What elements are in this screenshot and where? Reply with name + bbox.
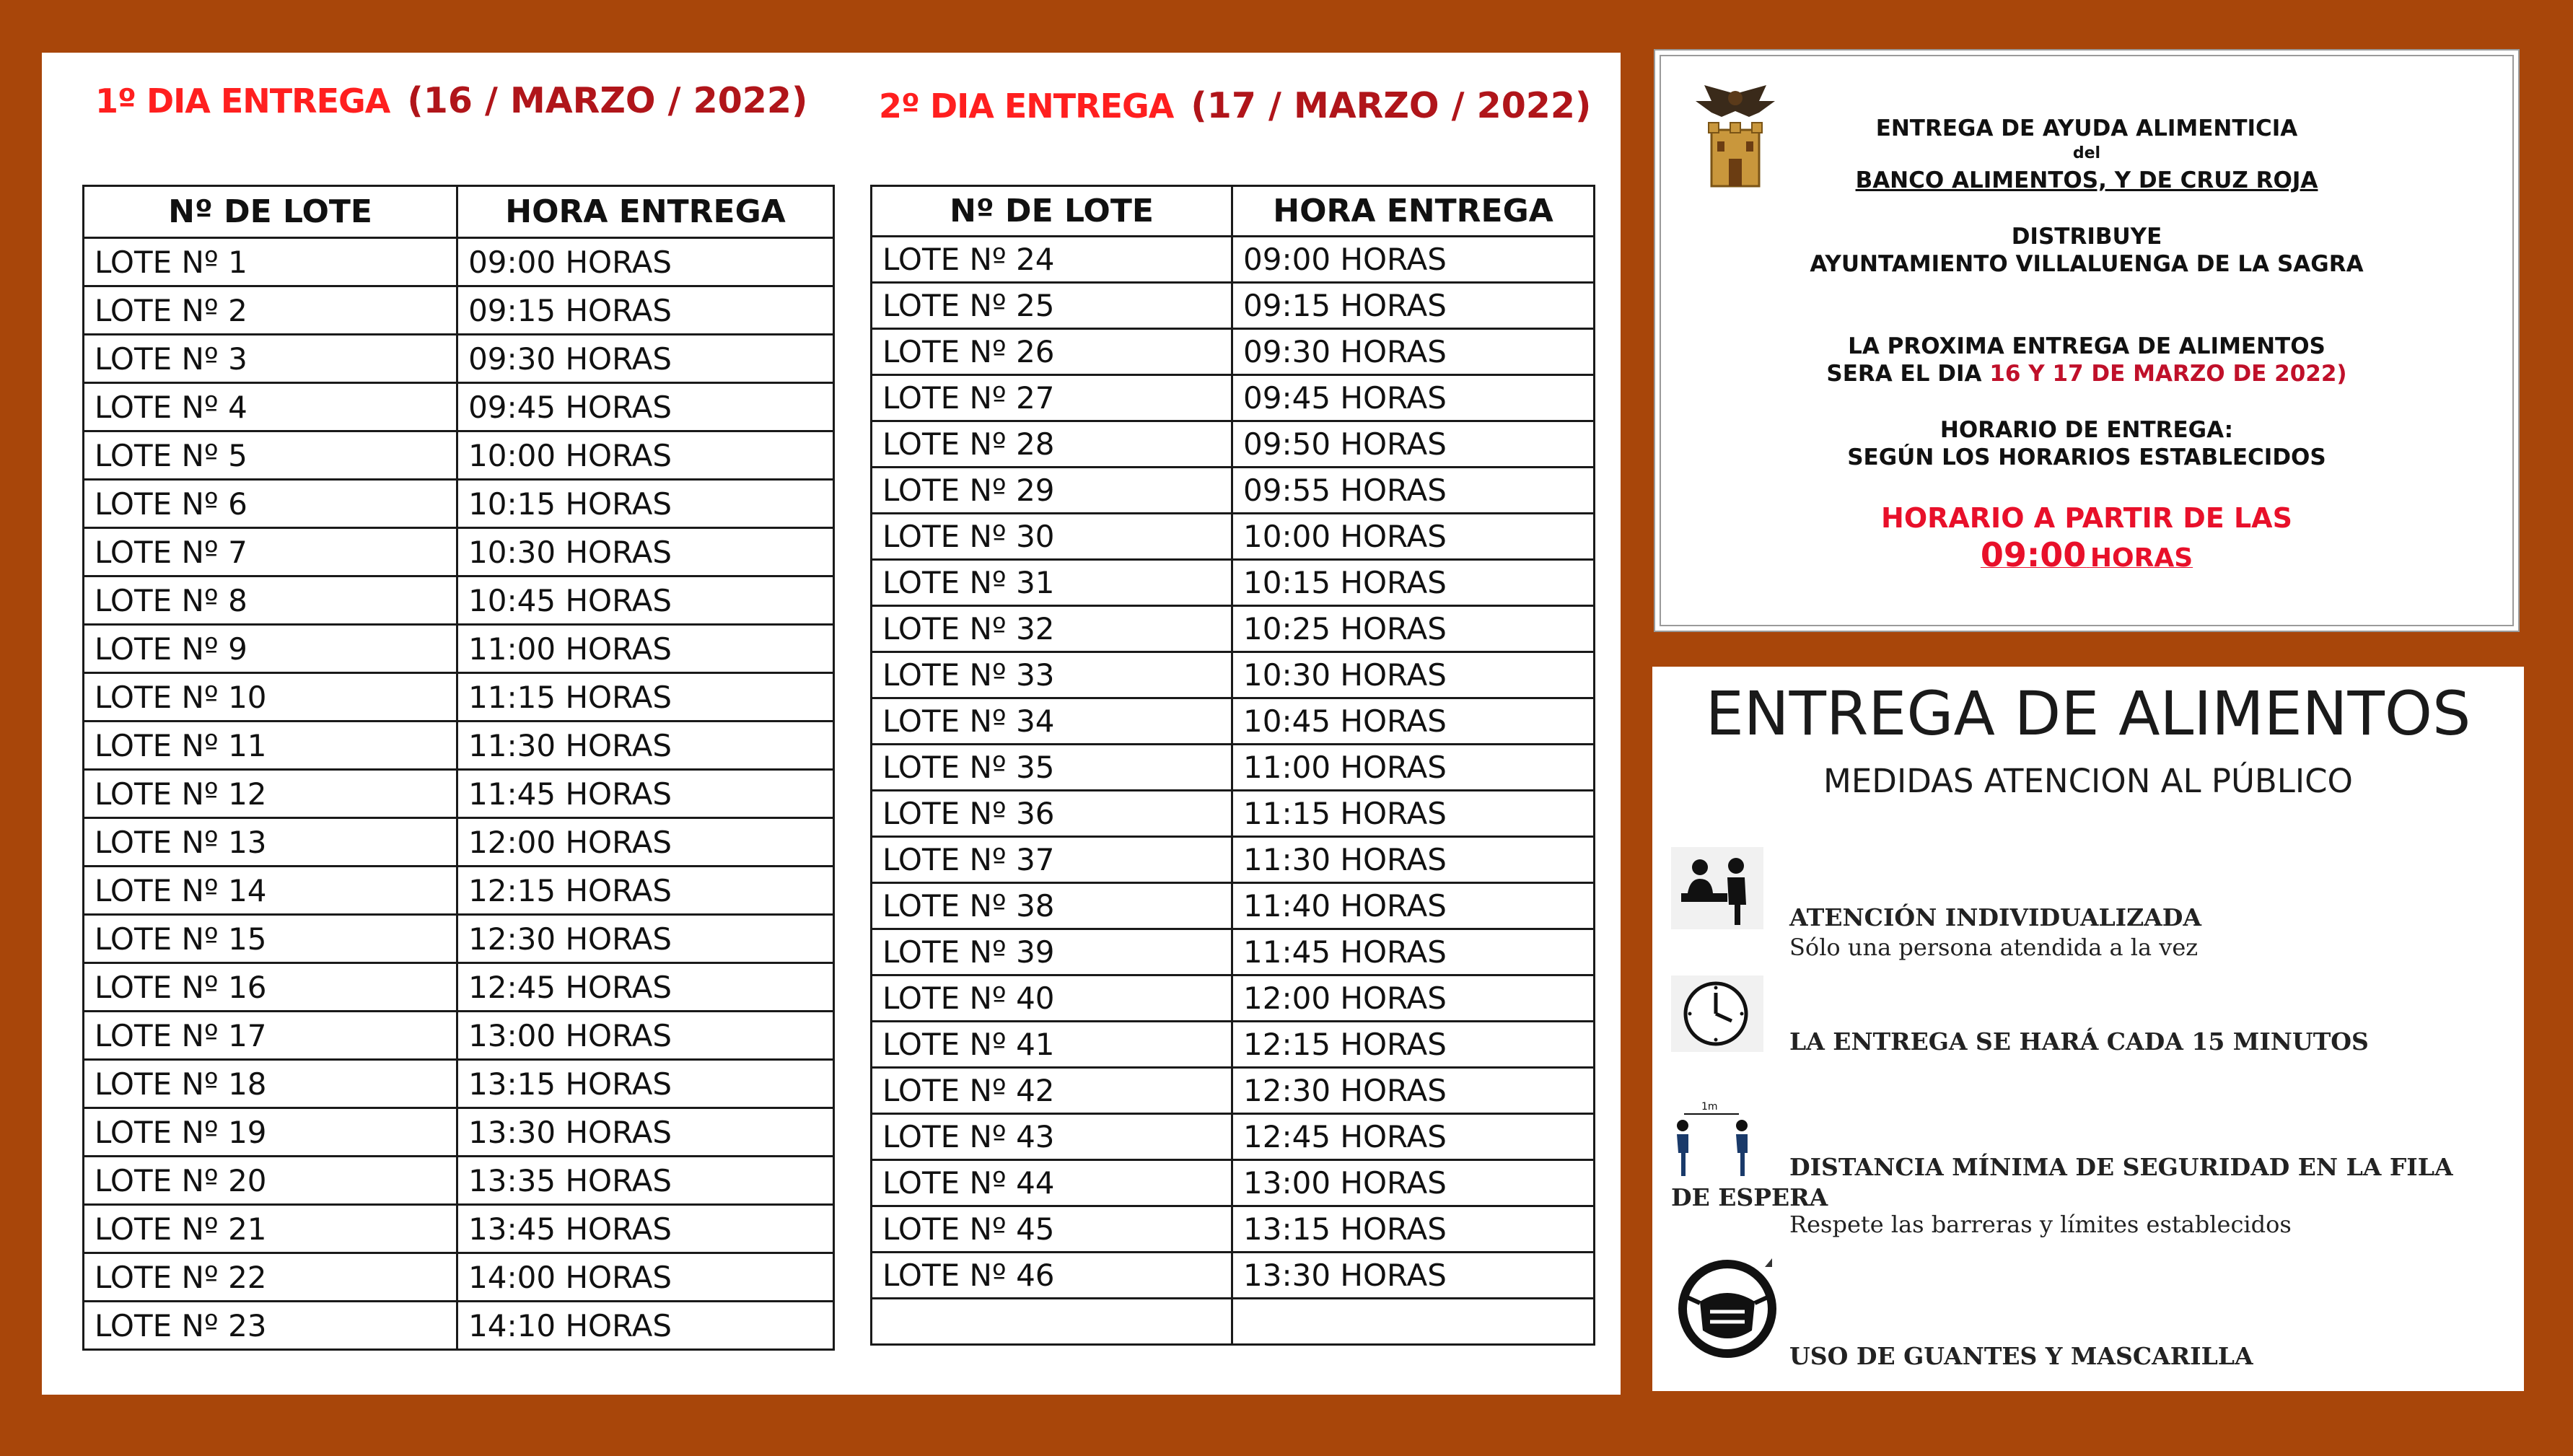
table-row [84, 431, 834, 480]
lote-cell: LOTE Nº 18 [84, 1060, 457, 1108]
lote-cell: LOTE Nº 42 [872, 1068, 1232, 1114]
hora-cell: 09:00 HORAS [1232, 237, 1595, 283]
hora-cell: 09:55 HORAS [1232, 468, 1595, 514]
table-row [84, 528, 834, 576]
table-row [84, 770, 834, 818]
lote-cell: LOTE Nº 32 [872, 606, 1232, 652]
lote-cell: LOTE Nº 14 [84, 867, 457, 915]
hora-cell: 13:15 HORAS [457, 1060, 834, 1108]
lote-cell: LOTE Nº 9 [84, 625, 457, 673]
day2-label: 2º DIA ENTREGA [879, 87, 1174, 126]
notice-line-2: del [2072, 144, 2101, 162]
hora-cell: 11:30 HORAS [457, 722, 834, 770]
hora-cell: 09:50 HORAS [1232, 421, 1595, 468]
table-row [872, 745, 1595, 791]
hora-cell [1232, 1299, 1595, 1345]
hora-cell: 10:00 HORAS [457, 431, 834, 480]
hora-cell: 11:00 HORAS [457, 625, 834, 673]
hora-cell: 09:30 HORAS [457, 335, 834, 383]
hora-cell: 12:30 HORAS [1232, 1068, 1595, 1114]
lote-cell: LOTE Nº 41 [872, 1022, 1232, 1068]
table-row [84, 1108, 834, 1157]
hora-cell: 09:00 HORAS [457, 238, 834, 286]
table-row [84, 722, 834, 770]
hora-cell: 11:15 HORAS [1232, 791, 1595, 837]
table-row [84, 286, 834, 335]
hora-cell: 13:35 HORAS [457, 1157, 834, 1205]
lote-cell: LOTE Nº 28 [872, 421, 1232, 468]
hora-cell: 10:00 HORAS [1232, 514, 1595, 560]
schedule-panel [42, 53, 1621, 1395]
lote-cell: LOTE Nº 35 [872, 745, 1232, 791]
lote-cell: LOTE Nº 23 [84, 1302, 457, 1350]
notice-line-7-date: 16 Y 17 DE MARZO DE 2022) [1989, 361, 2347, 387]
day1-date: (16 / MARZO / 2022) [407, 80, 808, 121]
lote-cell: LOTE Nº 33 [872, 652, 1232, 698]
header-hora: HORA ENTREGA [1232, 186, 1595, 237]
lote-cell: LOTE Nº 44 [872, 1160, 1232, 1206]
hora-cell: 10:15 HORAS [1232, 560, 1595, 606]
notice-start-unit: HORAS [2090, 543, 2193, 573]
notice-line-3: BANCO ALIMENTOS, Y DE CRUZ ROJA [1855, 167, 2318, 193]
hora-cell: 12:00 HORAS [1232, 975, 1595, 1022]
table-row [872, 468, 1595, 514]
lote-cell: LOTE Nº 6 [84, 480, 457, 528]
notice-line-6: LA PROXIMA ENTREGA DE ALIMENTOS [1848, 333, 2326, 359]
hora-cell: 12:45 HORAS [1232, 1114, 1595, 1160]
notice-line-4: DISTRIBUYE [2011, 224, 2162, 250]
hora-cell: 14:10 HORAS [457, 1302, 834, 1350]
lote-cell: LOTE Nº 26 [872, 329, 1232, 375]
lote-cell: LOTE Nº 2 [84, 286, 457, 335]
table-row [872, 975, 1595, 1022]
lote-cell: LOTE Nº 4 [84, 383, 457, 431]
lote-cell: LOTE Nº 10 [84, 673, 457, 722]
clock-icon [1671, 975, 1763, 1052]
lote-cell: LOTE Nº 15 [84, 915, 457, 963]
lote-cell: LOTE Nº 45 [872, 1206, 1232, 1253]
hora-cell: 10:45 HORAS [1232, 698, 1595, 745]
hora-cell: 12:30 HORAS [457, 915, 834, 963]
hora-cell: 14:00 HORAS [457, 1253, 834, 1302]
lote-cell: LOTE Nº 43 [872, 1114, 1232, 1160]
lote-cell: LOTE Nº 38 [872, 883, 1232, 929]
table-row [872, 560, 1595, 606]
table-row [84, 238, 834, 286]
table-row [872, 1206, 1595, 1253]
table-row [84, 915, 834, 963]
hora-cell: 13:15 HORAS [1232, 1206, 1595, 1253]
table-row [872, 837, 1595, 883]
notice-line-10: HORARIO A PARTIR DE LAS [1881, 502, 2292, 534]
hora-cell: 10:15 HORAS [457, 480, 834, 528]
hora-cell: 12:00 HORAS [457, 818, 834, 867]
distance-icon-label: 1m [1701, 1101, 1718, 1113]
lote-cell: LOTE Nº 22 [84, 1253, 457, 1302]
table-row [872, 1160, 1595, 1206]
hora-cell: 13:45 HORAS [457, 1205, 834, 1253]
lote-cell: LOTE Nº 5 [84, 431, 457, 480]
day2-date: (17 / MARZO / 2022) [1191, 85, 1592, 126]
hora-cell: 10:30 HORAS [457, 528, 834, 576]
lote-cell: LOTE Nº 20 [84, 1157, 457, 1205]
notice-start-time: 09:00 [1980, 535, 2087, 574]
hora-cell: 13:00 HORAS [457, 1012, 834, 1060]
header-lote: Nº DE LOTE [872, 186, 1232, 237]
lote-cell: LOTE Nº 1 [84, 238, 457, 286]
table-row [84, 383, 834, 431]
measure-3-sub: Respete las barreras y límites establecidos [1789, 1211, 2292, 1238]
hora-cell: 11:45 HORAS [1232, 929, 1595, 975]
lote-cell: LOTE Nº 8 [84, 576, 457, 625]
lote-cell: LOTE Nº 21 [84, 1205, 457, 1253]
notice-panel [1654, 49, 2520, 632]
table-row [872, 883, 1595, 929]
header-lote: Nº DE LOTE [84, 186, 457, 238]
hora-cell: 10:25 HORAS [1232, 606, 1595, 652]
hora-cell: 13:30 HORAS [1232, 1253, 1595, 1299]
hora-cell: 11:15 HORAS [457, 673, 834, 722]
notice-line-9: SEGÚN LOS HORARIOS ESTABLECIDOS [1847, 444, 2326, 470]
table-row [84, 1253, 834, 1302]
hora-cell: 13:30 HORAS [457, 1108, 834, 1157]
hora-cell: 11:45 HORAS [457, 770, 834, 818]
hora-cell: 09:45 HORAS [457, 383, 834, 431]
measures-subtitle: MEDIDAS ATENCION AL PÚBLICO [1823, 762, 2353, 800]
hora-cell: 09:30 HORAS [1232, 329, 1595, 375]
hora-cell: 09:45 HORAS [1232, 375, 1595, 421]
table-row [872, 329, 1595, 375]
table-row [84, 673, 834, 722]
table-row [872, 929, 1595, 975]
hora-cell: 12:45 HORAS [457, 963, 834, 1012]
table-row [84, 335, 834, 383]
day1-schedule-table [82, 185, 835, 1351]
notice-line-5: AYUNTAMIENTO VILLALUENGA DE LA SAGRA [1810, 251, 2364, 277]
table-row [872, 514, 1595, 560]
lote-cell: LOTE Nº 11 [84, 722, 457, 770]
lote-cell: LOTE Nº 34 [872, 698, 1232, 745]
lote-cell: LOTE Nº 37 [872, 837, 1232, 883]
lote-cell: LOTE Nº 13 [84, 818, 457, 867]
table-row [84, 1157, 834, 1205]
table-row [872, 1114, 1595, 1160]
measure-3-head-cont: DE ESPERA [1671, 1183, 1828, 1211]
measure-3-head: DISTANCIA MÍNIMA DE SEGURIDAD EN LA FILA [1789, 1153, 2453, 1181]
table-row [872, 375, 1595, 421]
table-row [872, 283, 1595, 329]
measure-1-sub: Sólo una persona atendida a la vez [1789, 934, 2199, 961]
table-row [84, 625, 834, 673]
table-row [84, 576, 834, 625]
header-hora: HORA ENTREGA [457, 186, 834, 238]
day1-label: 1º DIA ENTREGA [95, 82, 390, 120]
lote-cell: LOTE Nº 7 [84, 528, 457, 576]
lote-cell: LOTE Nº 36 [872, 791, 1232, 837]
table-row [872, 1022, 1595, 1068]
hora-cell: 11:00 HORAS [1232, 745, 1595, 791]
table-row [872, 606, 1595, 652]
lote-cell: LOTE Nº 39 [872, 929, 1232, 975]
table-row [872, 237, 1595, 283]
notice-frame [1660, 55, 2514, 626]
lote-cell: LOTE Nº 12 [84, 770, 457, 818]
table-row [84, 1302, 834, 1350]
lote-cell: LOTE Nº 29 [872, 468, 1232, 514]
hora-cell: 12:15 HORAS [1232, 1022, 1595, 1068]
lote-cell [872, 1299, 1232, 1345]
table-row [84, 1012, 834, 1060]
hora-cell: 09:15 HORAS [1232, 283, 1595, 329]
lote-cell: LOTE Nº 27 [872, 375, 1232, 421]
lote-cell: LOTE Nº 17 [84, 1012, 457, 1060]
table-row [84, 963, 834, 1012]
table-row [872, 698, 1595, 745]
table-row [84, 1060, 834, 1108]
lote-cell: LOTE Nº 16 [84, 963, 457, 1012]
lote-cell: LOTE Nº 25 [872, 283, 1232, 329]
lote-cell: LOTE Nº 3 [84, 335, 457, 383]
table-header-row [872, 186, 1595, 237]
notice-line-7 [1661, 361, 2512, 387]
table-header-row [84, 186, 834, 238]
distance-icon [1667, 1097, 1761, 1177]
table-row [872, 421, 1595, 468]
measure-4-head: USO DE GUANTES Y MASCARILLA [1789, 1342, 2253, 1370]
measures-title: ENTREGA DE ALIMENTOS [1705, 678, 2471, 749]
notice-line-8: HORARIO DE ENTREGA: [1939, 417, 2234, 443]
lote-cell: LOTE Nº 31 [872, 560, 1232, 606]
attendant-icon [1671, 847, 1763, 929]
notice-line-11 [1661, 535, 2512, 574]
table-row [872, 1299, 1595, 1345]
notice-line-1: ENTREGA DE AYUDA ALIMENTICIA [1875, 115, 2298, 141]
table-row [872, 1068, 1595, 1114]
measure-2-head: LA ENTREGA SE HARÁ CADA 15 MINUTOS [1789, 1027, 2369, 1056]
table-row [84, 818, 834, 867]
table-row [872, 1253, 1595, 1299]
hora-cell: 09:15 HORAS [457, 286, 834, 335]
table-row [84, 480, 834, 528]
hora-cell: 13:00 HORAS [1232, 1160, 1595, 1206]
mask-icon [1671, 1251, 1784, 1359]
day2-heading [879, 85, 1591, 126]
hora-cell: 11:30 HORAS [1232, 837, 1595, 883]
table-row [872, 791, 1595, 837]
hora-cell: 11:40 HORAS [1232, 883, 1595, 929]
notice-line-7-prefix: SERA EL DIA [1826, 361, 1990, 387]
hora-cell: 10:30 HORAS [1232, 652, 1595, 698]
lote-cell: LOTE Nº 46 [872, 1253, 1232, 1299]
hora-cell: 10:45 HORAS [457, 576, 834, 625]
lote-cell: LOTE Nº 40 [872, 975, 1232, 1022]
table-row [84, 1205, 834, 1253]
lote-cell: LOTE Nº 24 [872, 237, 1232, 283]
hora-cell: 12:15 HORAS [457, 867, 834, 915]
day1-heading [95, 80, 807, 121]
table-row [872, 652, 1595, 698]
measures-panel [1652, 667, 2524, 1391]
lote-cell: LOTE Nº 30 [872, 514, 1232, 560]
lote-cell: LOTE Nº 19 [84, 1108, 457, 1157]
day2-schedule-table [870, 185, 1595, 1346]
table-row [84, 867, 834, 915]
measure-1-head: ATENCIÓN INDIVIDUALIZADA [1789, 903, 2202, 931]
